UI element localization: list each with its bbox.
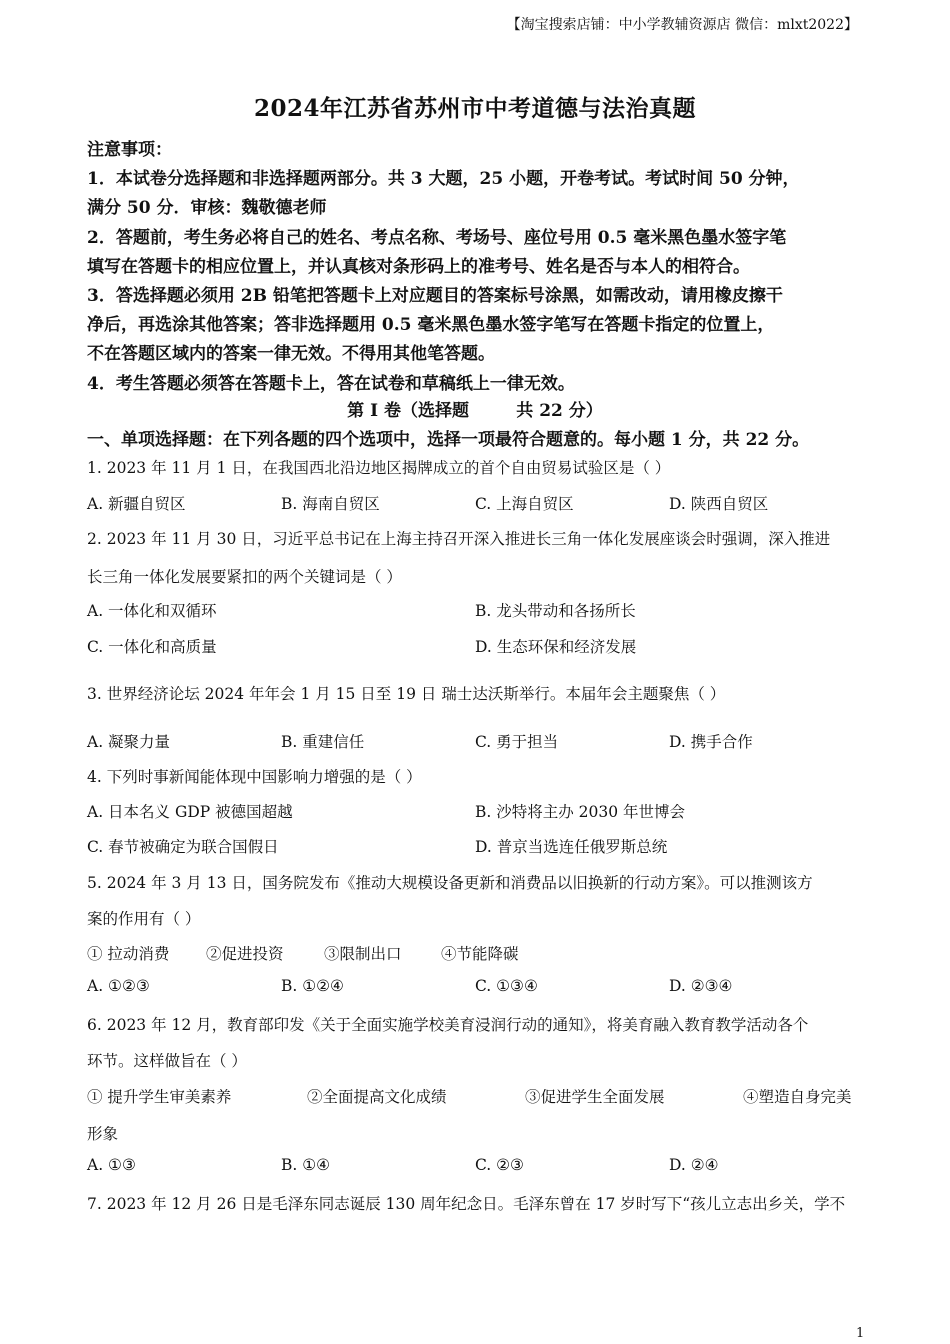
q3-option-a: A. 凝聚力量 [87, 733, 171, 751]
question-6-stem: 环节。这样做旨在（ ） [87, 1052, 247, 1070]
page-title: 2024年江苏省苏州市中考道德与法治真题 [253, 95, 696, 122]
question-5-stem: 5. 2024 年 3 月 13 日，国务院发布《推动大规模设备更新和消费品以旧换新的行动方案》。可以推测该方 [87, 874, 813, 892]
q5-option-c: C. ①③④ [475, 977, 538, 995]
q3-option-d: D. 携手合作 [669, 733, 753, 751]
question-7-stem: 7. 2023 年 12 月 26 日是毛泽东同志诞辰 130 周年纪念日。毛泽东曾在 17 岁时写下“孩儿立志出乡关，学不 [87, 1195, 846, 1213]
q5-option-b: B. ①②④ [281, 977, 344, 995]
q4-option-d: D. 普京当选连任俄罗斯总统 [475, 838, 668, 856]
q6-option-d: D. ②④ [669, 1156, 719, 1174]
q5-item-4: ④节能降碳 [441, 945, 519, 963]
q1-option-c: C. 上海自贸区 [475, 495, 574, 513]
question-6-stem: 6. 2023 年 12 月，教育部印发《关于全面实施学校美育浸润行动的通知》，将美育融入教育教学活动各个 [87, 1016, 809, 1034]
q2-option-a: A. 一体化和双循环 [87, 602, 217, 620]
q2-option-c: C. 一体化和高质量 [87, 638, 217, 656]
notice-line: 2．答题前，考生务必将自己的姓名、考点名称、考场号、座位号用 0.5 毫米黑色墨水签字笔 [87, 227, 787, 248]
q1-option-a: A. 新疆自贸区 [87, 495, 186, 513]
q6-item-2: ②全面提高文化成绩 [307, 1088, 447, 1106]
notice-line: 不在答题区域内的答案一律无效。不得用其他笔答题。 [87, 344, 495, 365]
page-number: 1 [856, 1326, 865, 1341]
notice-line: 4．考生答题必须答在答题卡上，答在试卷和草稿纸上一律无效。 [87, 373, 575, 394]
notice-line: 3．答选择题必须用 2B 铅笔把答题卡上对应题目的答案标号涂黑，如需改动，请用橡皮擦干 [87, 286, 783, 307]
notice-line: 满分 50 分．审核：魏敬德老师 [87, 198, 327, 219]
q6-item-4-continued: 形象 [87, 1125, 119, 1143]
question-5-stem: 案的作用有（ ） [87, 910, 201, 928]
question-1-stem: 1. 2023 年 11 月 1 日，在我国西北沿边地区揭牌成立的首个自由贸易试验区是（ ） [87, 459, 671, 477]
q5-option-d: D. ②③④ [669, 977, 733, 995]
notice-line: 填写在答题卡的相应位置上，并认真核对条形码上的准考号、姓名是否与本人的相符合。 [87, 256, 750, 277]
section-instruction: 一、单项选择题：在下列各题的四个选项中，选择一项最符合题意的。每小题 1 分，共 22 分。 [87, 430, 810, 450]
q4-option-b: B. 沙特将主办 2030 年世博会 [475, 803, 686, 821]
q2-option-d: D. 生态环保和经济发展 [475, 638, 637, 656]
question-2-stem: 2. 2023 年 11 月 30 日，习近平总书记在上海主持召开深入推进长三角一体化发展座谈会时强调，深入推进 [87, 530, 831, 548]
question-2-stem: 长三角一体化发展要紧扣的两个关键词是（ ） [87, 568, 402, 586]
section-title: 第 I 卷（选择题 共 22 分） [347, 401, 603, 421]
q5-option-a: A. ①②③ [87, 977, 150, 995]
q6-option-b: B. ①④ [281, 1156, 331, 1174]
question-4-stem: 4. 下列时事新闻能体现中国影响力增强的是（ ） [87, 768, 422, 786]
notice-line: 净后，再选涂其他答案；答非选择题用 0.5 毫米黑色墨水签字笔写在答题卡指定的位置上， [87, 315, 775, 336]
notice-block [87, 136, 877, 399]
notice-line: 1．本试卷分选择题和非选择题两部分。共 3 大题，25 小题，开卷考试。考试时间 50 分钟， [87, 169, 800, 190]
q1-option-b: B. 海南自贸区 [281, 495, 380, 513]
question-3-stem: 3. 世界经济论坛 2024 年年会 1 月 15 日至 19 日 瑞士达沃斯举行。本届年会主题聚焦（ ） [87, 685, 726, 703]
q6-item-1: ① 提升学生审美素养 [87, 1088, 232, 1106]
q6-option-c: C. ②③ [475, 1156, 524, 1174]
q3-option-c: C. 勇于担当 [475, 733, 559, 751]
q2-option-b: B. 龙头带动和各扬所长 [475, 602, 636, 620]
notice-heading: 注意事项： [87, 140, 172, 160]
q4-option-c: C. 春节被确定为联合国假日 [87, 838, 279, 856]
q5-item-3: ③限制出口 [324, 945, 402, 963]
q1-option-d: D. 陕西自贸区 [669, 495, 769, 513]
q6-item-4: ④塑造自身完美 [743, 1088, 852, 1106]
q6-option-a: A. ①③ [87, 1156, 136, 1174]
header-note: 【淘宝搜索店铺：中小学教辅资源店 微信：mlxt2022】 [506, 17, 858, 33]
q6-item-3: ③促进学生全面发展 [525, 1088, 665, 1106]
q4-option-a: A. 日本名义 GDP 被德国超越 [87, 803, 293, 821]
q3-option-b: B. 重建信任 [281, 733, 365, 751]
q5-item-1: ① 拉动消费 [87, 945, 170, 963]
q5-item-2: ②促进投资 [206, 945, 284, 963]
